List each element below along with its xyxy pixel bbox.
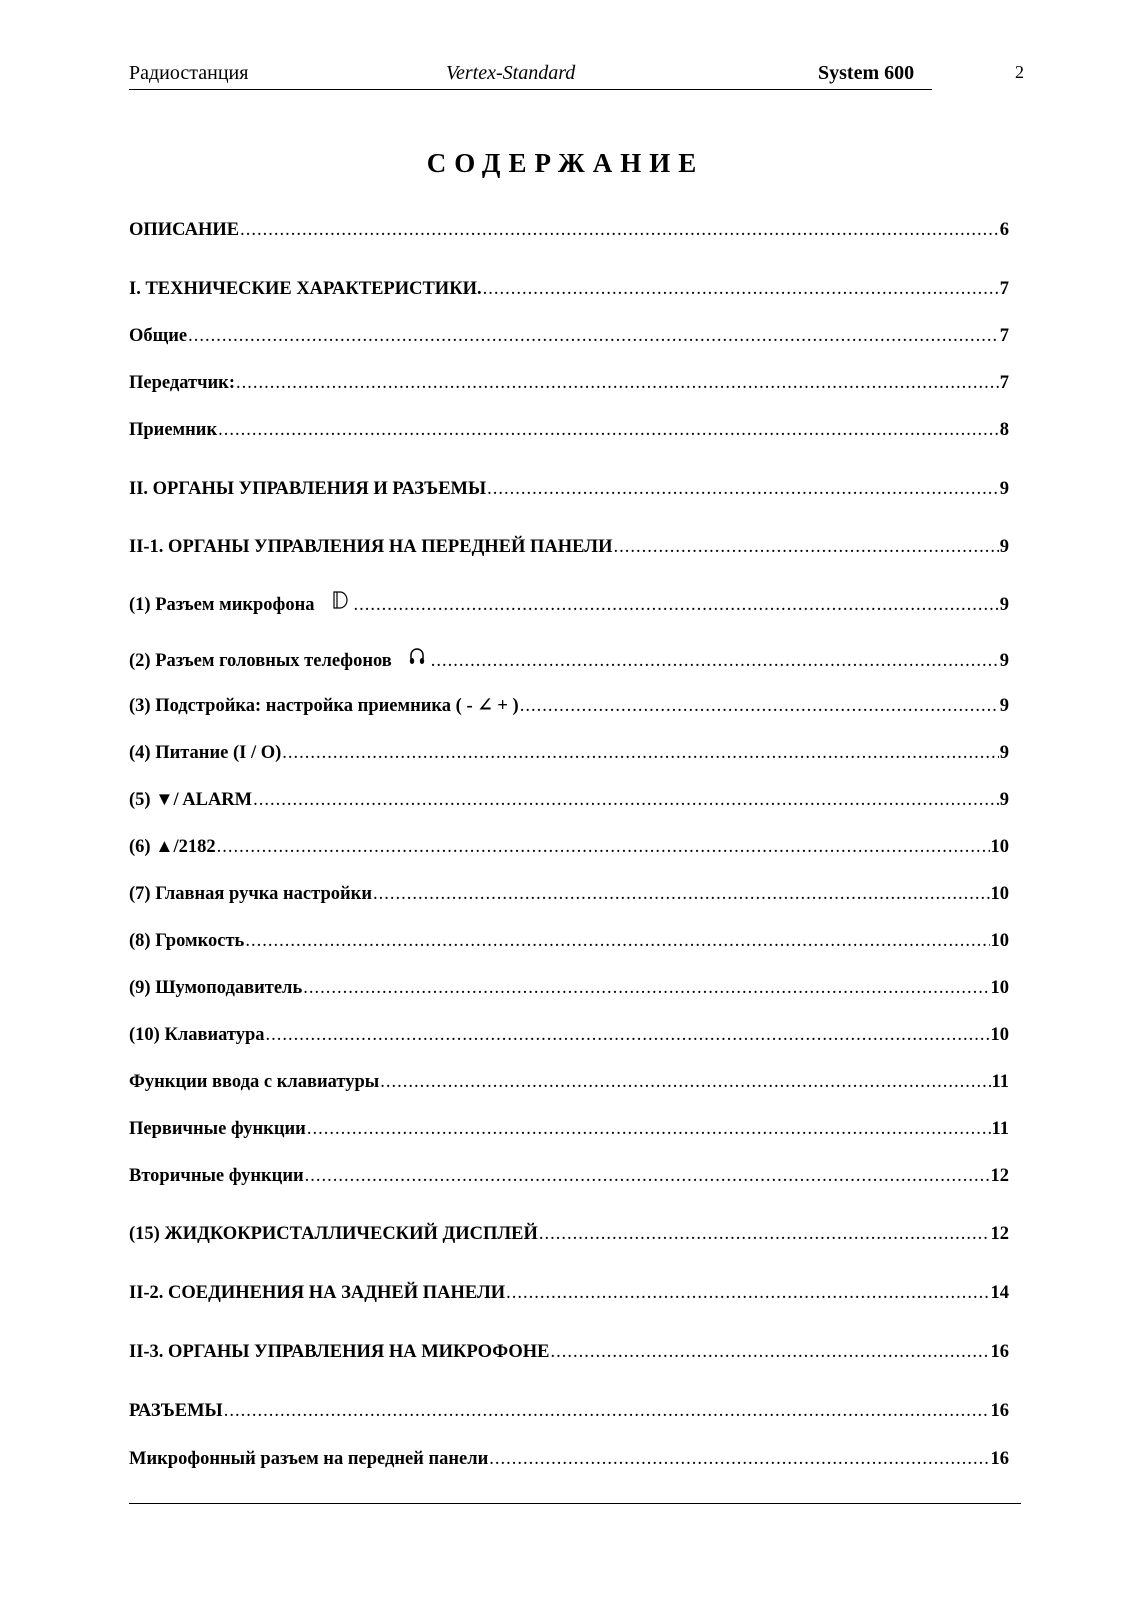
toc-entry-title: II-1. ОРГАНЫ УПРАВЛЕНИЯ НА ПЕРЕДНЕЙ ПАНЕЛИ — [129, 537, 613, 557]
toc-entry[interactable] — [129, 788, 1009, 812]
toc-dot-leader — [539, 1222, 990, 1246]
toc-entry-page: 16 — [990, 1401, 1009, 1421]
footer-divider — [129, 1503, 1021, 1504]
toc-dot-leader — [240, 218, 999, 242]
toc-entry[interactable] — [129, 835, 1009, 859]
toc-entry-page: 7 — [999, 326, 1009, 346]
toc-entry-page: 9 — [999, 743, 1009, 763]
toc-entry-title: Функции ввода с клавиатуры — [129, 1072, 380, 1092]
toc-entry-page: 12 — [990, 1224, 1009, 1244]
toc-entry[interactable] — [129, 1281, 1009, 1305]
toc-entry[interactable] — [129, 218, 1009, 242]
toc-entry-title: РАЗЪЕМЫ — [129, 1401, 223, 1421]
toc-entry[interactable] — [129, 1164, 1009, 1188]
toc-dot-leader — [506, 1281, 989, 1305]
toc-entry[interactable] — [129, 324, 1009, 348]
toc-entry-title: (6) ▲/2182 — [129, 837, 216, 857]
toc-entry-page: 9 — [999, 537, 1009, 557]
toc-entry[interactable] — [129, 477, 1009, 501]
toc-entry[interactable] — [129, 882, 1009, 906]
toc-entry-page: 10 — [990, 884, 1009, 904]
toc-entry-title: Передатчик: — [129, 373, 235, 393]
toc-dot-leader — [224, 1399, 990, 1423]
toc-dot-leader — [483, 277, 999, 301]
toc-dot-leader — [380, 1070, 990, 1094]
toc-entry-title: (4) Питание (I / O) — [129, 743, 282, 763]
toc-entry[interactable] — [129, 1070, 1009, 1094]
toc-entry-title: (15) ЖИДКОКРИСТАЛЛИЧЕСКИЙ ДИСПЛЕЙ — [129, 1224, 538, 1244]
toc-entry-title: Первичные функции — [129, 1119, 306, 1139]
toc-entry-page: 12 — [990, 1166, 1009, 1186]
toc-entry-page: 16 — [990, 1342, 1009, 1362]
toc-entry[interactable] — [129, 976, 1009, 1000]
header-underline — [129, 89, 932, 90]
toc-entry-title: (10) Клавиатура — [129, 1025, 265, 1045]
toc-entry-page: 16 — [990, 1449, 1009, 1469]
toc-dot-leader — [551, 1340, 990, 1364]
microphone-jack-icon — [331, 590, 349, 610]
toc-entry-page: 11 — [991, 1119, 1009, 1139]
toc-entry-page: 9 — [999, 696, 1009, 716]
headphones-icon — [408, 646, 426, 666]
toc-entry-page: 11 — [991, 1072, 1009, 1092]
toc-entry-page: 9 — [999, 595, 1009, 615]
toc-entry-title: (2) Разъем головных телефонов — [129, 651, 392, 671]
toc-entry-title: Общие — [129, 326, 188, 346]
toc-entry-title: Микрофонный разъем на передней панели — [129, 1449, 489, 1469]
page-header — [129, 62, 1037, 92]
toc-entry-title: Приемник — [129, 420, 218, 440]
toc-entry[interactable] — [129, 590, 1009, 617]
toc-dot-leader — [431, 649, 999, 673]
toc-entry[interactable] — [129, 1023, 1009, 1047]
toc-entry-title: Вторичные функции — [129, 1166, 304, 1186]
toc-entry[interactable] — [129, 646, 1009, 673]
toc-entry-page: 9 — [999, 479, 1009, 499]
toc-entry[interactable] — [129, 535, 1009, 559]
toc-entry-page: 7 — [999, 373, 1009, 393]
toc-dot-leader — [218, 418, 999, 442]
header-right: System 600 — [818, 62, 915, 84]
toc-entry-title: ОПИСАНИЕ — [129, 220, 240, 240]
header-middle: Vertex-Standard — [446, 62, 576, 84]
toc-entry[interactable] — [129, 1222, 1009, 1246]
toc-dot-leader — [188, 324, 999, 348]
toc-entry-page: 10 — [990, 978, 1009, 998]
toc-dot-leader — [373, 882, 990, 906]
toc-entry-page: 7 — [999, 279, 1009, 299]
toc-dot-leader — [303, 976, 989, 1000]
toc-entry-title: II-2. СОЕДИНЕНИЯ НА ЗАДНЕЙ ПАНЕЛИ — [129, 1283, 506, 1303]
toc-entry-title: (5) ▼/ ALARM — [129, 790, 253, 810]
page-title: СОДЕРЖАНИЕ — [426, 148, 705, 178]
toc-dot-leader — [307, 1117, 991, 1141]
toc-entry[interactable] — [129, 929, 1009, 953]
toc-entry-page: 9 — [999, 790, 1009, 810]
toc-entry-page: 8 — [999, 420, 1009, 440]
toc-entry[interactable] — [129, 1447, 1009, 1471]
toc-dot-leader — [282, 741, 998, 765]
toc-dot-leader — [354, 593, 999, 617]
toc-entry-title: I. ТЕХНИЧЕСКИЕ ХАРАКТЕРИСТИКИ. — [129, 279, 482, 299]
toc-entry[interactable] — [129, 694, 1009, 718]
toc-dot-leader — [217, 835, 990, 859]
header-left: Радиостанция — [129, 62, 249, 84]
toc-dot-leader — [305, 1164, 990, 1188]
toc-entry-title: (8) Громкость — [129, 931, 245, 951]
toc-entry-title: II-3. ОРГАНЫ УПРАВЛЕНИЯ НА МИКРОФОНЕ — [129, 1342, 550, 1362]
toc-entry-title: (7) Главная ручка настройки — [129, 884, 372, 904]
toc-entry-page: 10 — [990, 837, 1009, 857]
toc-entry[interactable] — [129, 371, 1009, 395]
toc-dot-leader — [245, 929, 989, 953]
toc-entry[interactable] — [129, 1340, 1009, 1364]
toc-dot-leader — [489, 1447, 989, 1471]
toc-entry-page: 10 — [990, 931, 1009, 951]
toc-entry[interactable] — [129, 277, 1009, 301]
toc-entry[interactable] — [129, 1117, 1009, 1141]
toc-dot-leader — [253, 788, 999, 812]
toc-entry-title: (9) Шумоподавитель — [129, 978, 303, 998]
toc-entry-title: (1) Разъем микрофона — [129, 595, 315, 615]
page-number: 2 — [1015, 62, 1024, 82]
toc-entry-page: 10 — [990, 1025, 1009, 1045]
toc-entry-title: (3) Подстройка: настройка приемника ( - ∠ + ) — [129, 696, 519, 716]
toc-entry-page: 6 — [999, 220, 1009, 240]
toc-entry[interactable] — [129, 1399, 1009, 1423]
toc-dot-leader — [520, 694, 999, 718]
toc-dot-leader — [266, 1023, 990, 1047]
toc-entry[interactable] — [129, 418, 1009, 442]
toc-dot-leader — [487, 477, 999, 501]
toc-dot-leader — [613, 535, 998, 559]
toc-entry-page: 9 — [999, 651, 1009, 671]
toc-dot-leader — [236, 371, 999, 395]
toc-entry[interactable] — [129, 741, 1009, 765]
toc-entry-title: II. ОРГАНЫ УПРАВЛЕНИЯ И РАЗЪЕМЫ — [129, 479, 487, 499]
toc-entry-page: 14 — [990, 1283, 1009, 1303]
